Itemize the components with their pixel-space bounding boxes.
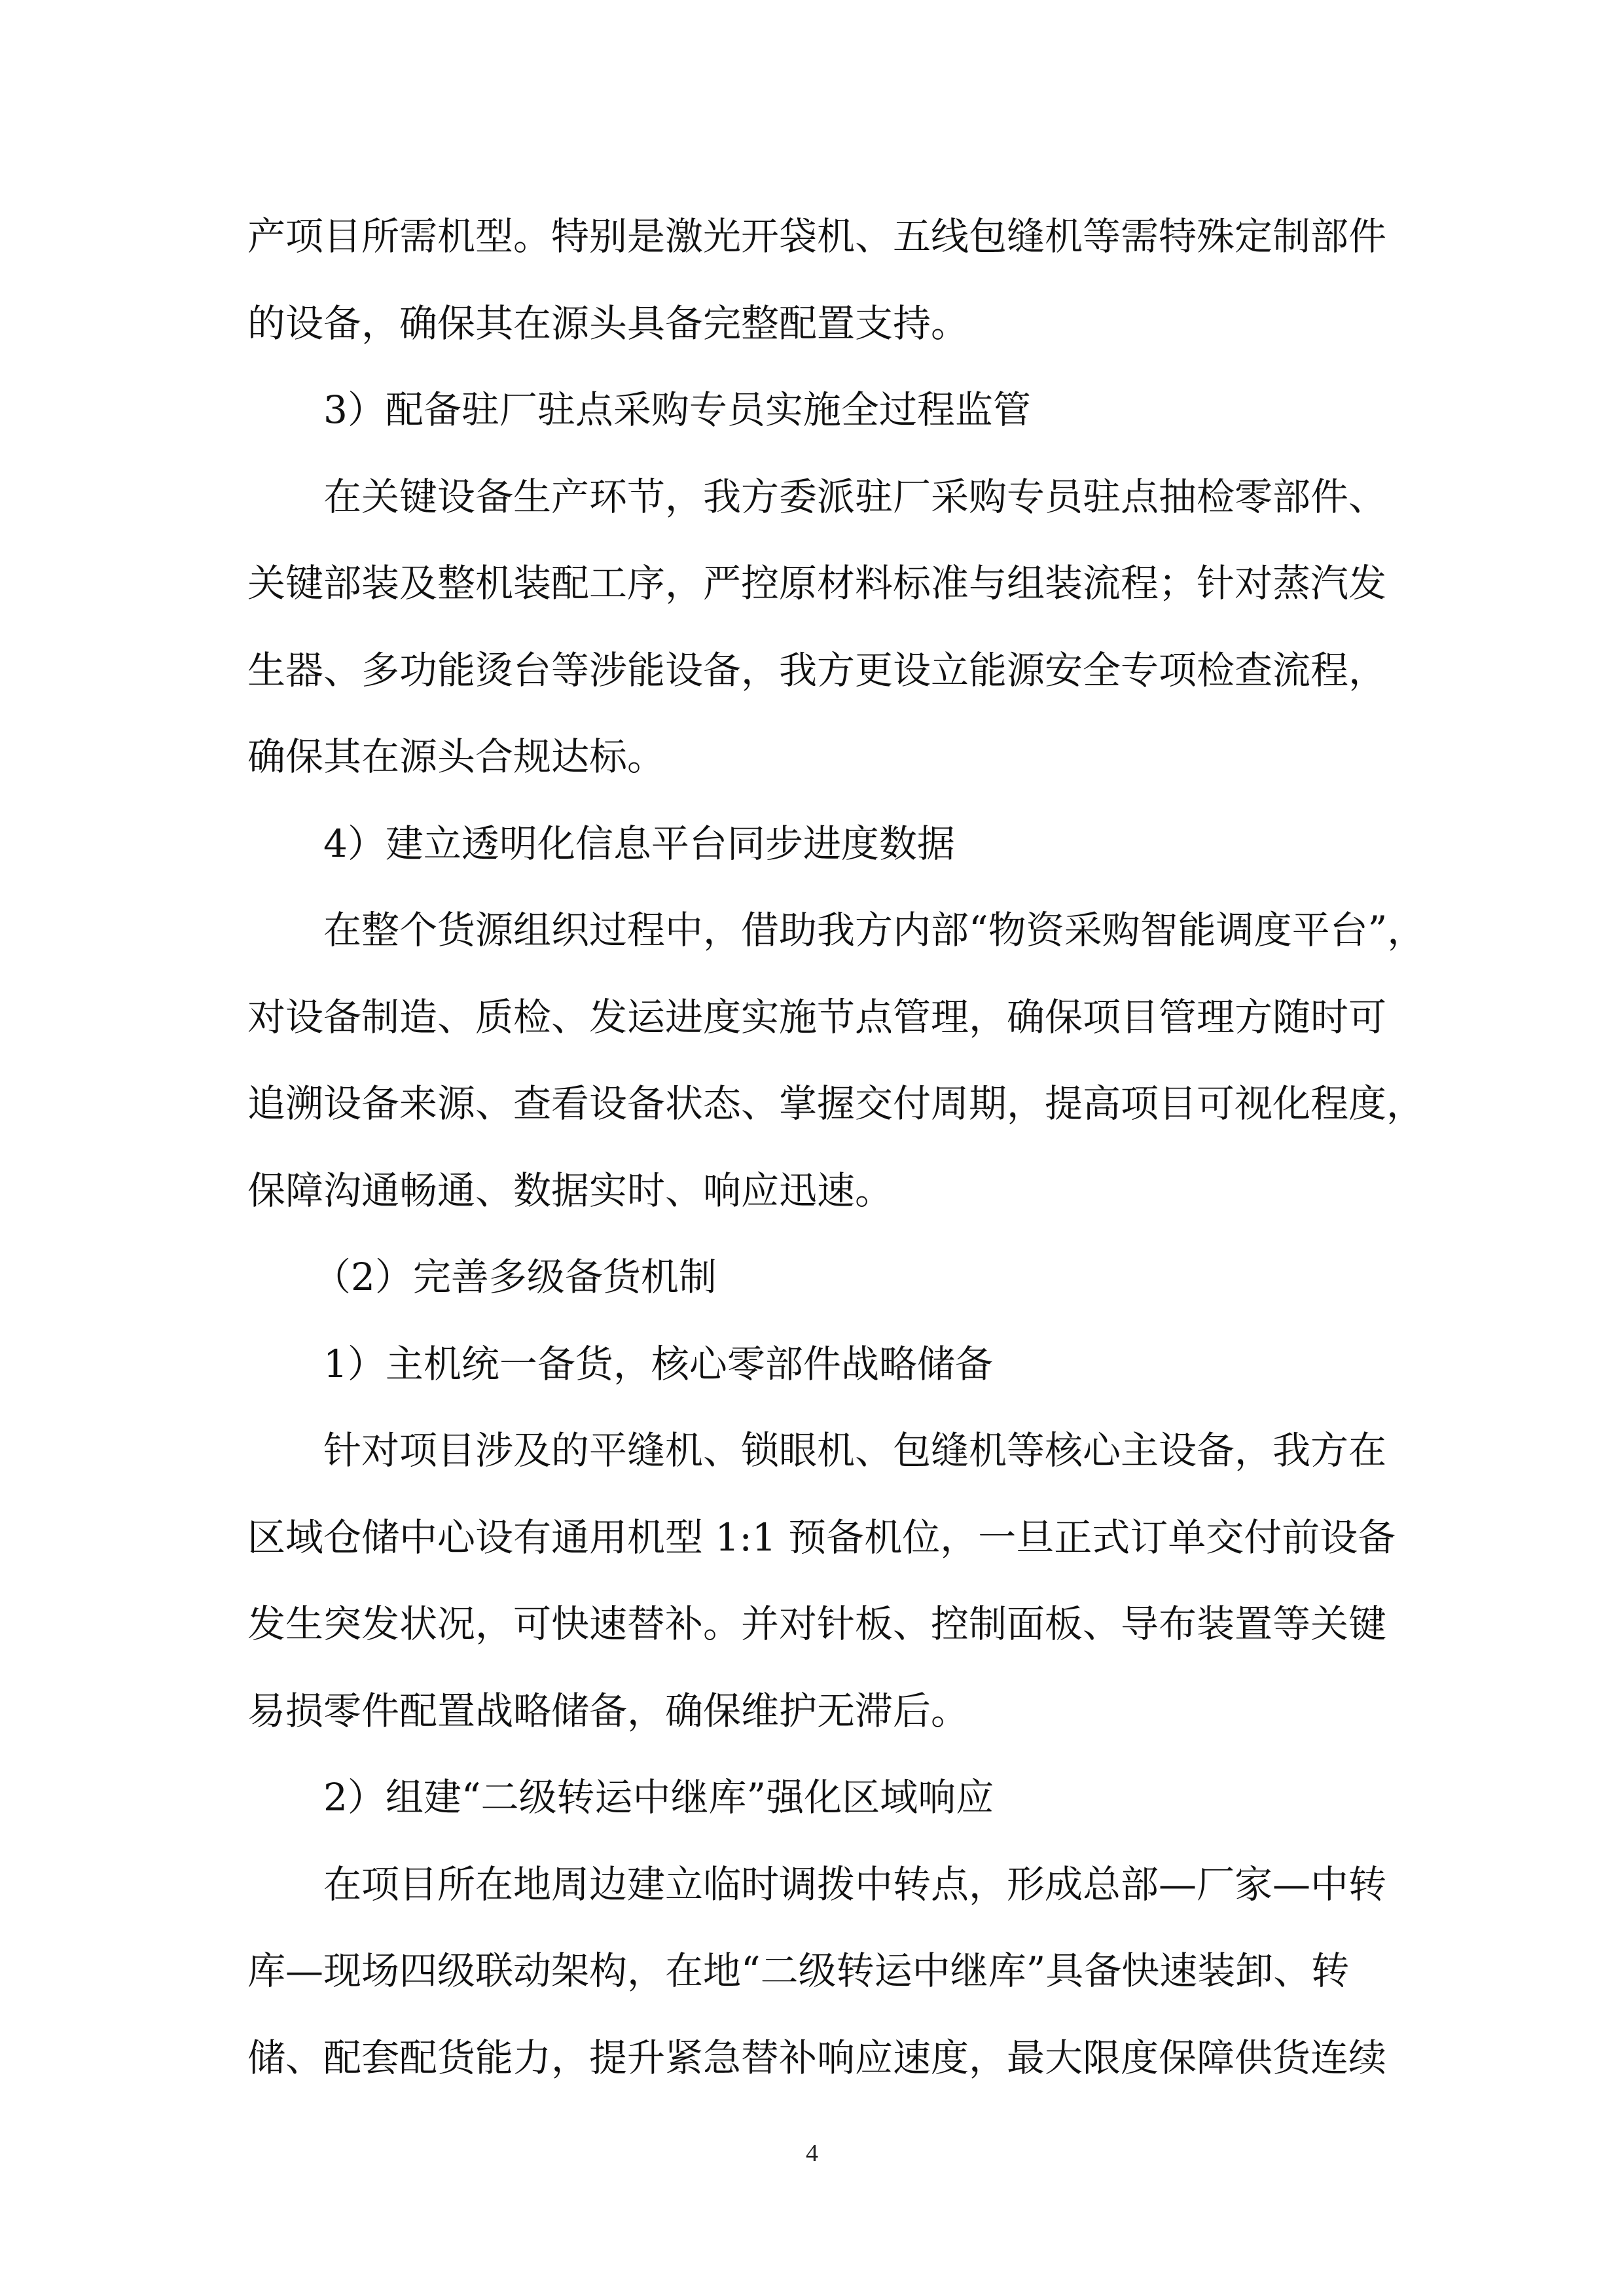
page-number: 4 [806, 2140, 818, 2167]
text-line: 生器、多功能烫台等涉能设备，我方更设立能源安全专项检查流程， [247, 647, 1387, 692]
text-line: 保障沟通畅通、数据实时、响应迅速。 [247, 1168, 893, 1213]
text-line: 发生突发状况，可快速替补。并对针板、控制面板、导布装置等关键 [247, 1602, 1387, 1646]
paragraph-start: 针对项目涉及的平缝机、锁眼机、包缝机等核心主设备，我方在 [323, 1428, 1387, 1473]
text-line: 储、配套配货能力，提升紧急替补响应速度，最大限度保障供货连续 [247, 2035, 1387, 2080]
body-text [247, 207, 1426, 2115]
subheading-4: 4）建立透明化信息平台同步进度数据 [323, 821, 955, 866]
text-line: 易损零件配置战略储备，确保维护无滞后。 [247, 1688, 969, 1733]
text-line: 追溯设备来源、查看设备状态、掌握交付周期，提高项目可视化程度， [247, 1081, 1425, 1126]
subheading-3: 3）配备驻厂驻点采购专员实施全过程监管 [323, 387, 1031, 432]
text-line: 区域仓储中心设有通用机型 1:1 预备机位，一旦正式订单交付前设备 [247, 1515, 1396, 1560]
subheading-1: 1）主机统一备货，核心零部件战略储备 [323, 1341, 993, 1386]
text-line: 的设备，确保其在源头具备完整配置支持。 [247, 300, 969, 346]
text-line: 产项目所需机型。特别是激光开袋机、五线包缝机等需特殊定制部件 [247, 214, 1387, 259]
paragraph-start: 在整个货源组织过程中，借助我方内部“物资采购智能调度平台”， [323, 908, 1426, 952]
text-line: 对设备制造、质检、发运进度实施节点管理，确保项目管理方随时可 [247, 994, 1387, 1039]
paragraph-start: 在项目所在地周边建立临时调拨中转点，形成总部—厂家—中转 [323, 1861, 1387, 1907]
paragraph-start: 在关键设备生产环节，我方委派驻厂采购专员驻点抽检零部件、 [323, 474, 1387, 519]
text-line: 确保其在源头合规达标。 [247, 734, 666, 779]
section-heading-2: （2）完善多级备货机制 [313, 1255, 717, 1299]
text-line: 关键部装及整机装配工序，严控原材料标准与组装流程；针对蒸汽发 [247, 561, 1387, 605]
text-line: 库—现场四级联动架构，在地“二级转运中继库”具备快速装卸、转 [247, 1948, 1350, 1993]
subheading-2: 2）组建“二级转运中继库”强化区域响应 [323, 1775, 994, 1820]
